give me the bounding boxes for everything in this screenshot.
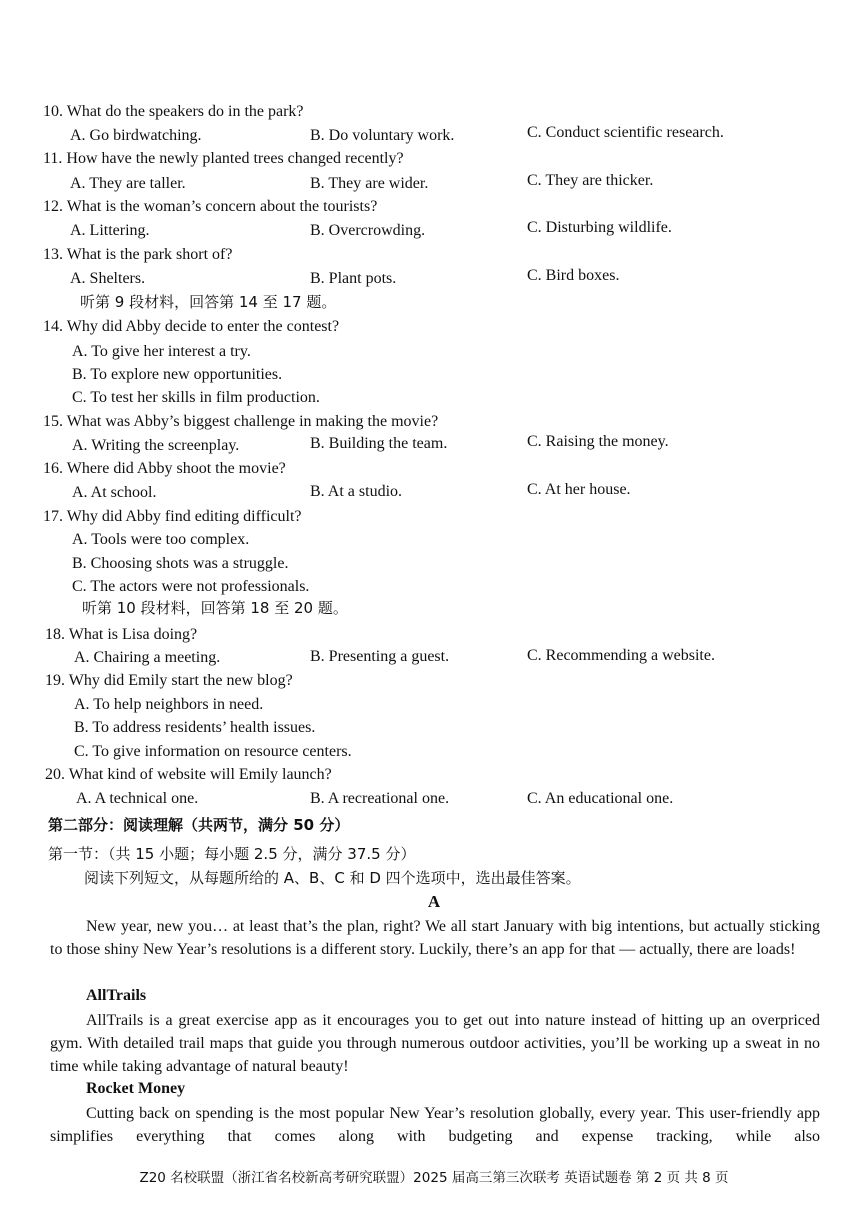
option-c: C. Raising the money. [527,433,669,450]
question-10 [43,102,304,122]
page-footer: Z20 名校联盟（浙江省名校新高考研究联盟）2025 届高三第三次联考 英语试题卷 第 2 页 共 8 页 [139,1170,729,1186]
option-c: C. The actors were not professionals. [72,578,310,595]
question-20: 20. What kind of website will Emily launch? [45,766,332,783]
option-a: A. To give her interest a try. [72,343,251,360]
listening-instruction-10: 听第 10 段材料，回答第 18 至 20 题。 [82,599,348,617]
option-a: A. To help neighbors in need. [74,696,264,713]
app-description-rocket-money: Cutting back on spending is the most popular New Year’s resolution globally, every year. This user-friendly app simplifies everything that comes along with budgeting and expense tracking, while also [50,1105,820,1145]
option-b: B. They are wider. [310,175,429,192]
question-14: 14. Why did Abby decide to enter the contest? [43,318,340,335]
passage-label: A [427,892,441,911]
option-b: B. To explore new opportunities. [72,366,283,383]
option-c: C. To give information on resource centers. [74,743,352,760]
option-c: C. To test her skills in film production. [72,389,320,406]
option-c: C. Bird boxes. [527,267,620,284]
question-text: What is the park short of? [66,246,233,263]
question-15: 15. What was Abby’s biggest challenge in making the movie? [43,413,439,430]
part-two-heading: 第二部分：阅读理解（共两节，满分 50 分） [48,816,350,834]
option-c: C. An educational one. [527,790,674,807]
app-heading-alltrails: AllTrails [86,987,147,1004]
option-a: A. Tools were too complex. [72,531,250,548]
question-text: What is the woman’s concern about the tourists? [66,198,378,215]
option-a: A. Littering. [70,222,150,239]
question-number: 13. [43,246,63,263]
option-a: A. Chairing a meeting. [74,649,221,666]
passage-intro: New year, new you… at least that’s the plan, right? We all start January with big intentions, but actually sticking to those shiny New Year’s resolutions is a different story. Luckily, there’s an app for that — actually, there are loads! [50,918,820,958]
option-a: A. Writing the screenplay. [72,437,240,454]
option-b: B. Plant pots. [310,270,397,287]
question-19: 19. Why did Emily start the new blog? [45,672,293,689]
option-a: A. Go birdwatching. [70,127,202,144]
option-c: C. Recommending a website. [527,647,715,664]
option-a: A. They are taller. [70,175,186,192]
option-b: B. Presenting a guest. [310,648,450,665]
question-text: How have the newly planted trees changed recently? [66,150,404,167]
option-c: C. Disturbing wildlife. [527,219,672,236]
question-13 [43,245,232,265]
app-heading-rocket-money: Rocket Money [86,1080,186,1097]
option-b: B. Choosing shots was a struggle. [72,555,289,572]
question-18: 18. What is Lisa doing? [45,626,198,643]
question-number: 10. [43,103,63,120]
question-16: 16. Where did Abby shoot the movie? [43,460,286,477]
option-c: C. They are thicker. [527,172,654,189]
reading-instruction: 阅读下列短文，从每题所给的 A、B、C 和 D 四个选项中，选出最佳答案。 [84,869,581,887]
option-a: A. Shelters. [70,270,146,287]
listening-instruction-9: 听第 9 段材料，回答第 14 至 17 题。 [80,293,337,311]
question-text: What do the speakers do in the park? [66,103,304,120]
option-b: B. At a studio. [310,483,403,500]
option-c: C. Conduct scientific research. [527,124,724,141]
question-12 [43,197,377,217]
option-b: B. A recreational one. [310,790,450,807]
option-a: A. A technical one. [76,790,199,807]
option-b: B. Do voluntary work. [310,127,455,144]
option-b: B. Overcrowding. [310,222,426,239]
question-17: 17. Why did Abby find editing difficult? [43,508,302,525]
section-one-heading: 第一节：（共 15 小题；每小题 2.5 分，满分 37.5 分） [48,845,416,863]
option-c: C. At her house. [527,481,631,498]
option-a: A. At school. [72,484,157,501]
question-11 [43,149,404,169]
question-number: 12. [43,198,63,215]
app-description-alltrails: AllTrails is a great exercise app as it encourages you to get out into nature instead of hitting up an overpriced gym. With detailed trail maps that guide you through numerous outdoor activities, you’ll be working up a sweat in no time while taking advantage of natural beauty! [50,1012,820,1075]
question-number: 11. [43,150,63,167]
option-b: B. To address residents’ health issues. [74,719,316,736]
option-b: B. Building the team. [310,435,448,452]
